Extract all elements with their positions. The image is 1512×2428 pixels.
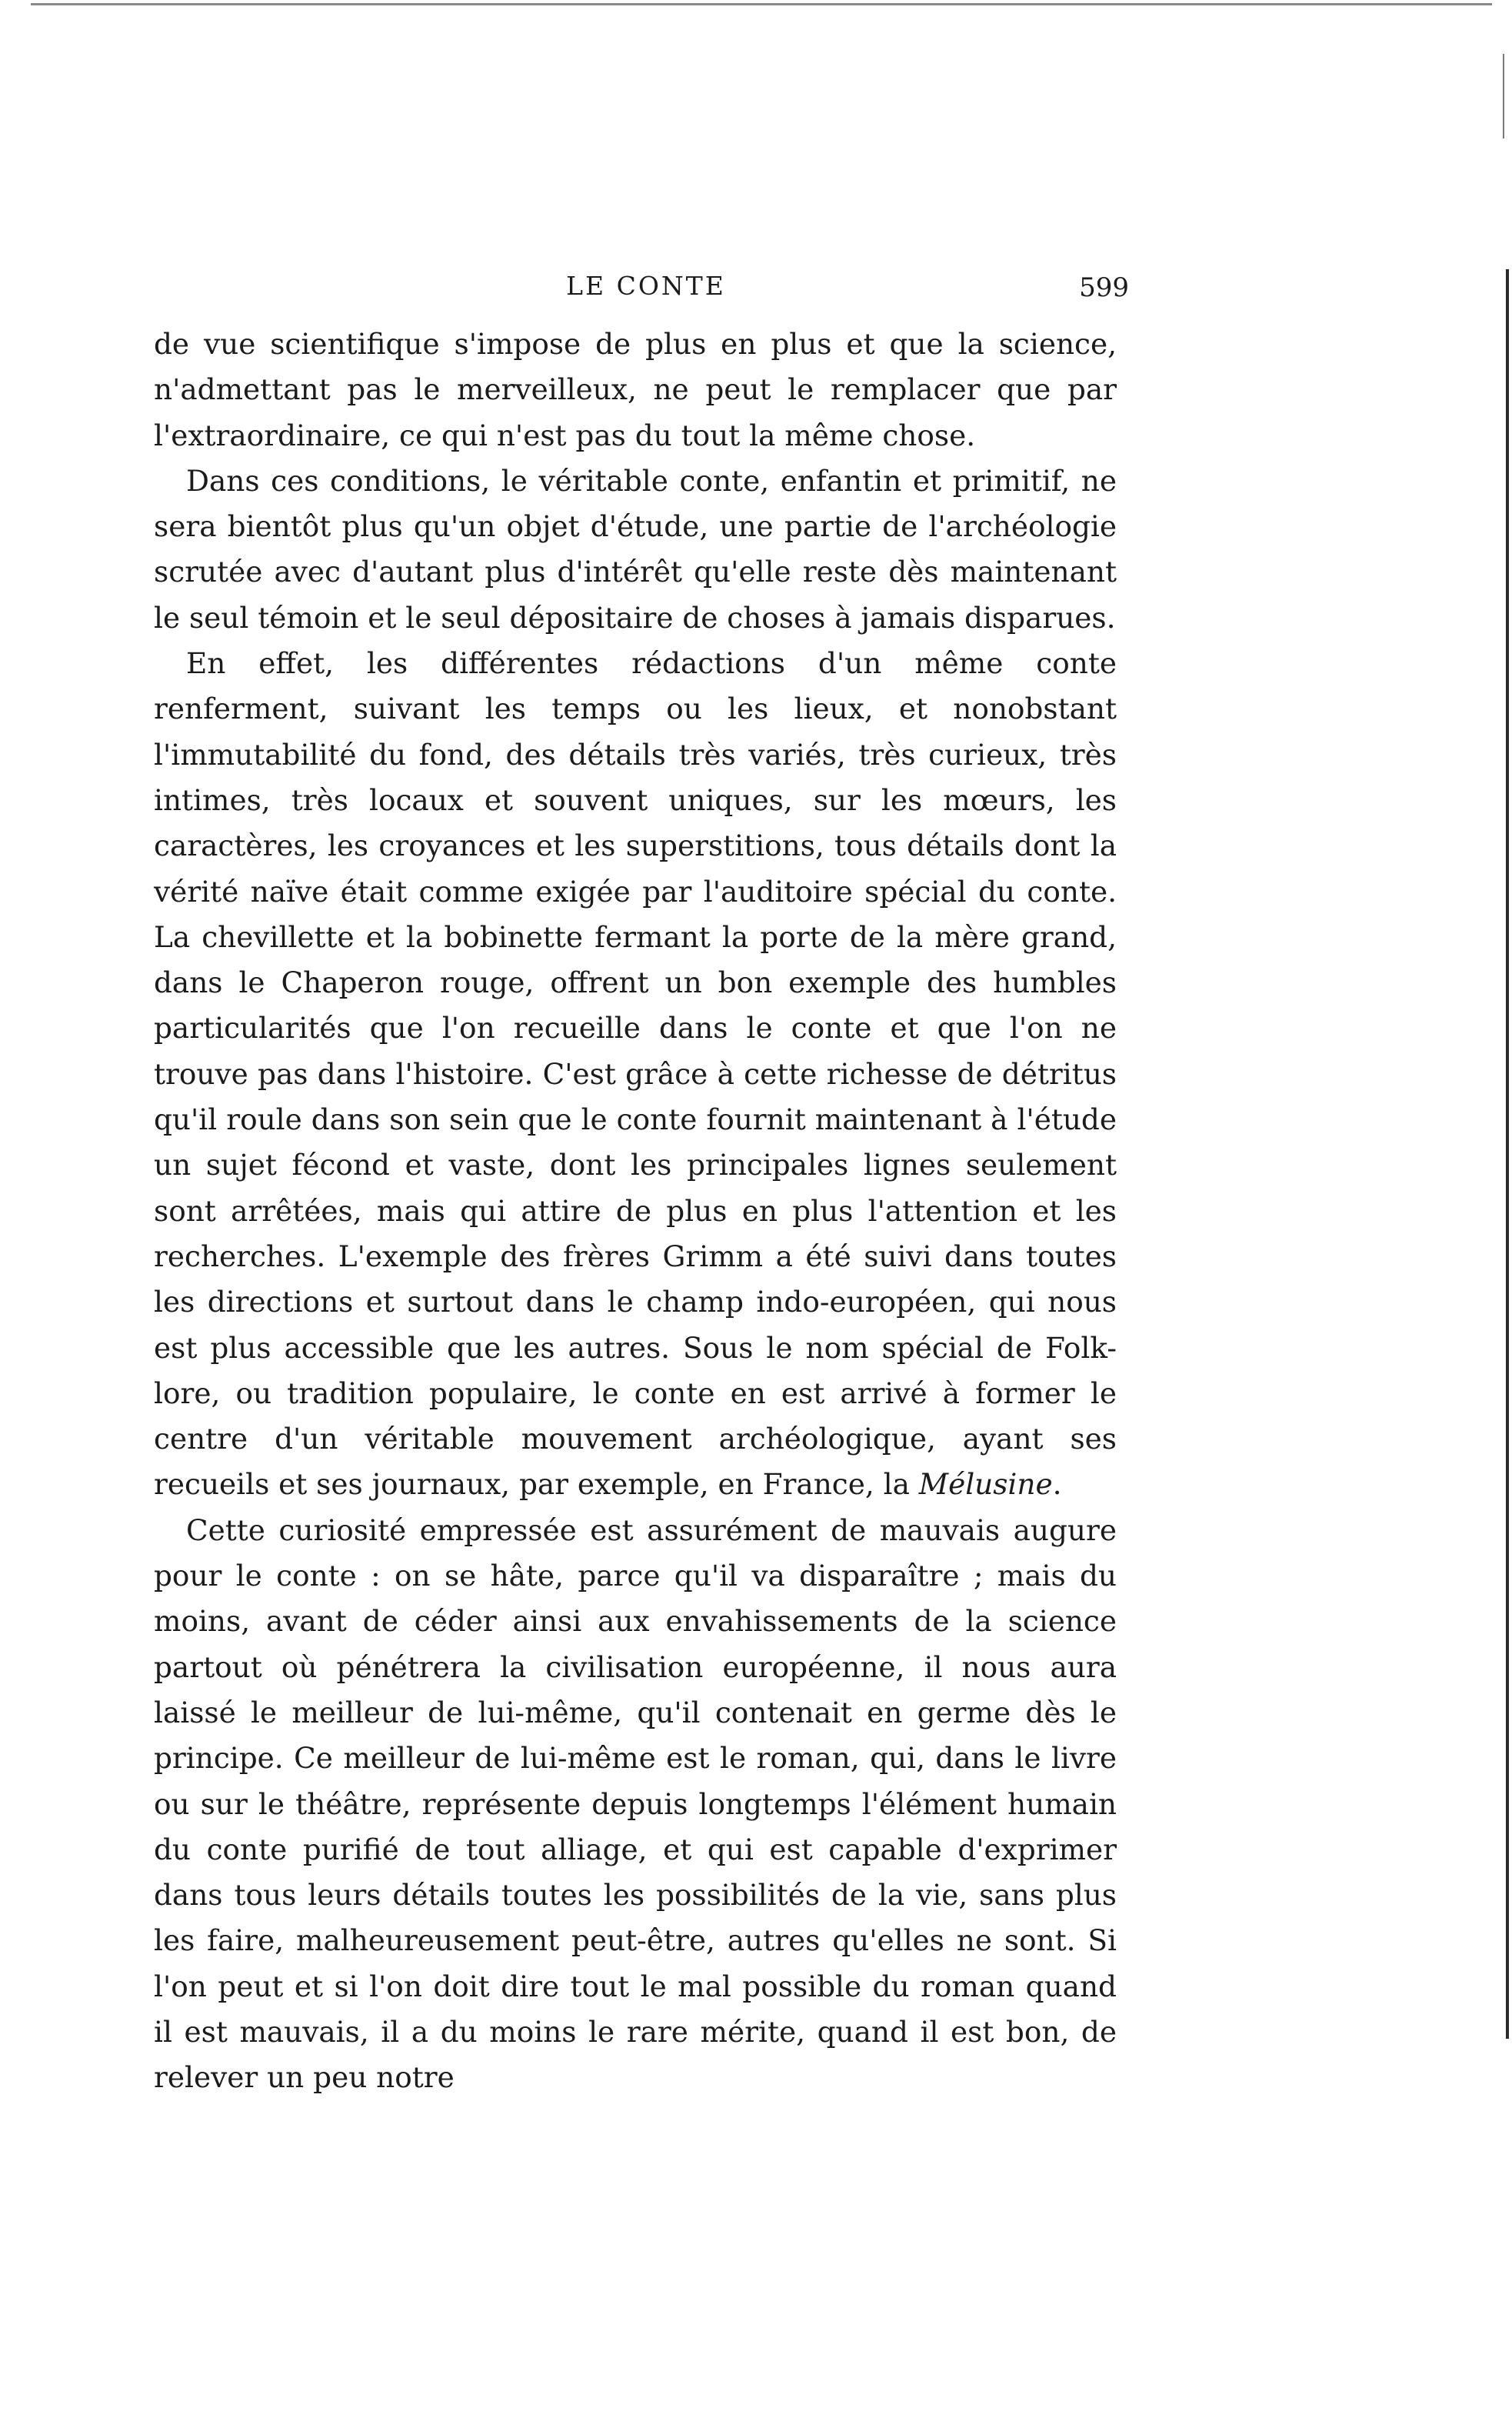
page-header	[163, 269, 1129, 308]
running-head: LE CONTE	[566, 271, 726, 301]
paragraph-2	[154, 459, 1117, 641]
top-edge-rule	[31, 3, 1492, 5]
paragraph-3	[154, 641, 1117, 1508]
paragraph-4	[154, 1508, 1117, 2101]
paragraph-4-text: Cette curiosité empressée est assurément de mauvais augure pour le conte : on se hâte, parce qu'il va disparaître ; mais du moins, avant de céder ainsi aux envahissements de la science partout où pénétrera la civilisation européenne, il nous aura laissé le meilleur de lui-même, qu'il contenait en germe dès le principe. Ce meilleur de lui-même est le roman, qui, dans le livre ou sur le théâtre, représente depuis longtemps l'élément humain du conte purifié de tout alliage, et qui est capable d'exprimer dans tous leurs détails toutes les possibilités de la vie, sans plus les faire, malheureusement peut-être, autres qu'elles ne sont. Si l'on peut et si l'on doit dire tout le mal possible du roman quand il est mauvais, il a du moins le rare mérite, quand il est bon, de relever un peu notre	[154, 1512, 1117, 2095]
paragraph-3-text: En effet, les différentes rédactions d'un même conte renferment, suivant les temps ou les lieux, et nonobstant l'immutabilité du fond, des détails très variés, très curieux, très intimes, très locaux et souvent uniques, sur les mœurs, les caractères, les croyances et les superstitions, tous détails dont la vérité naïve était comme exigée par l'auditoire spécial du conte. La chevillette et la bobinette fermant la porte de la mère grand, dans le Chaperon rouge, offrent un bon exemple des humbles particularités que l'on recueille dans le conte et que l'on ne trouve pas dans l'histoire. C'est grâce à cette richesse de détritus qu'il roule dans son sein que le conte fournit maintenant à l'étude un sujet fécond et vaste, dont les principales lignes seulement sont arrêtées, mais qui attire de plus en plus l'attention et les recherches. L'exemple des frères Grimm a été suivi dans toutes les directions et surtout dans le champ indo-européen, qui nous est plus accessible que les autres. Sous le nom spécial de Folk-lore, ou tradition populaire, le conte en est arrivé à former le centre d'un véritable mouvement archéologique, ayant ses recueils et ses journaux, par exemple, en France, la	[154, 646, 1117, 1502]
page-number: 599	[1079, 272, 1129, 303]
paragraph-3-end: .	[1052, 1467, 1062, 1502]
right-edge-mark	[1503, 54, 1504, 138]
paragraph-1-text: de vue scientifique s'impose de plus en plus et que la science, n'admettant pas le merveilleux, ne peut le remplacer que par l'extraordinaire, ce qui n'est pas du tout la même chose.	[154, 327, 1117, 452]
paragraph-2-text: Dans ces conditions, le véritable conte, enfantin et primitif, ne sera bientôt plus qu'un objet d'étude, une partie de l'archéologie scrutée avec d'autant plus d'intérêt qu'elle reste dès maintenant le seul témoin et le seul dépositaire de choses à jamais disparues.	[154, 463, 1117, 635]
right-edge-rule	[1506, 269, 1509, 2039]
paragraph-1	[154, 322, 1117, 459]
body-text	[154, 322, 1117, 2101]
journal-title-melusine: Mélusine	[918, 1467, 1053, 1502]
